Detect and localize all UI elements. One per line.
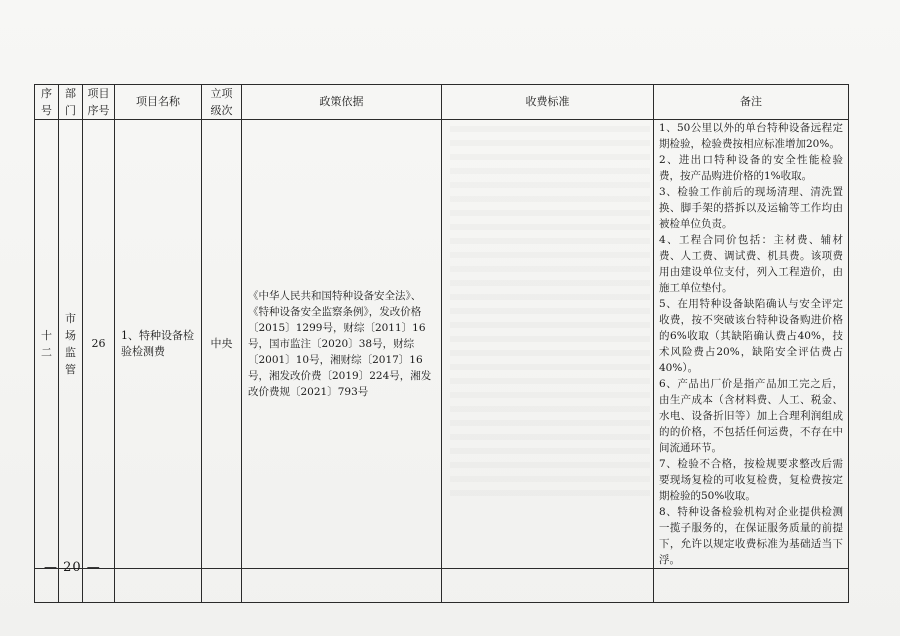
table-row-empty [35, 569, 849, 603]
header-item-name: 项目名称 [115, 85, 202, 120]
header-policy-basis: 政策依据 [242, 85, 442, 120]
cell-item-name: 1、特种设备检验检测费 [115, 120, 202, 569]
table-row [35, 120, 849, 569]
page-number: — 20 — [44, 560, 101, 575]
header-level: 立项级次 [202, 85, 242, 120]
note-item: 7、检验不合格，按检规要求整改后需要现场复检的可收复检费，复检费按定期检验的50%收取。 [659, 458, 843, 502]
header-index: 序号 [35, 85, 59, 120]
fee-table [34, 84, 849, 603]
header-notes: 备注 [654, 85, 849, 120]
note-item: 4、工程合同价包括：主材费、辅材费、人工费、调试费、机具费。该项费用由建设单位支付，列入工程造价，由施工单位垫付。 [659, 234, 843, 294]
note-item: 8、特种设备检验机构对企业提供检测一揽子服务的，在保证服务质量的前提下，允许以规定收费标准为基础适当下浮。 [659, 506, 843, 566]
note-item: 6、产品出厂价是指产品加工完之后，由生产成本（含材料费、人工、税金、水电、设备折旧等）加上合理利润组成的的价格，不包括任何运费，不存在中间流通环节。 [659, 378, 843, 454]
cell-department: 市场监管 [59, 120, 83, 569]
header-item-no: 项目序号 [83, 85, 115, 120]
cell-item-no: 26 [83, 120, 115, 569]
cell-index: 十二 [35, 120, 59, 569]
table-header-row [35, 85, 849, 120]
cell-level: 中央 [202, 120, 242, 569]
note-item: 1、50公里以外的单台特种设备远程定期检验，检验费按相应标准增加20%。 [659, 122, 843, 150]
cell-fee-standard [442, 120, 654, 569]
note-item: 3、检验工作前后的现场清理、清洗置换、脚手架的搭拆以及运输等工作均由被检单位负责。 [659, 186, 843, 230]
cell-notes [654, 120, 849, 569]
note-item: 2、进出口特种设备的安全性能检验费，按产品购进价格的1%收取。 [659, 154, 843, 182]
header-fee-standard: 收费标准 [442, 85, 654, 120]
header-department: 部门 [59, 85, 83, 120]
note-item: 5、在用特种设备缺陷确认与安全评定收费，按不突破该台特种设备购进价格的6%收取（其缺陷确认费占40%，技术风险费占20%，缺陷安全评估费占40%）。 [659, 298, 843, 374]
cell-policy-basis: 《中华人民共和国特种设备安全法》、《特种设备安全监察条例》，发改价格〔2015〕1299号，财综〔2011〕16号，国市监注〔2020〕38号，财综〔2001〕10号，湘财综〔2017〕16号，湘发改价费〔2019〕224号，湘发改价费规〔2021〕793号 [242, 120, 442, 569]
